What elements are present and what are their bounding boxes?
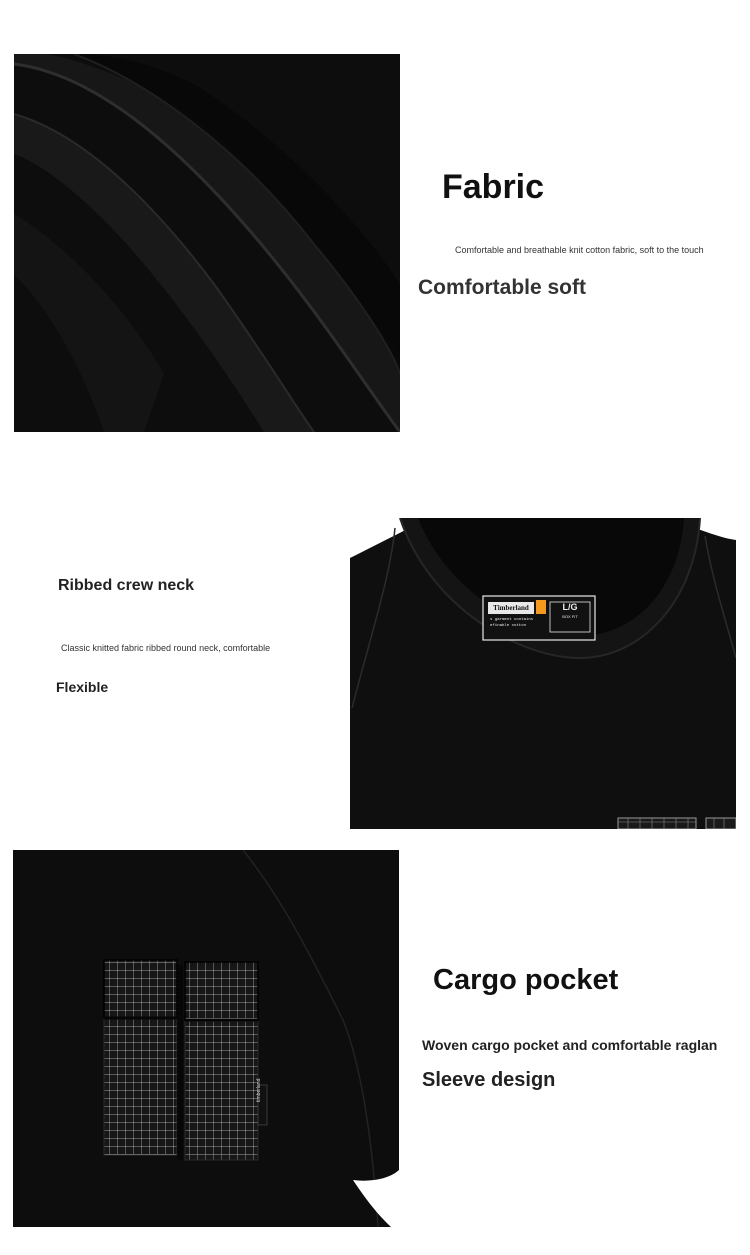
neck-subtitle: Flexible (56, 679, 109, 695)
pocket-title: Cargo pocket (433, 964, 619, 996)
fabric-description: Comfortable and breathable knit cotton fabric, soft to the touch (455, 245, 704, 255)
cargo-pocket-image (13, 850, 399, 1227)
fit-label-text: BOX FIT (562, 614, 578, 619)
neck-title: Ribbed crew neck (58, 577, 195, 594)
fabric-closeup-image (14, 54, 400, 432)
pocket-tag-text: timberland (256, 1078, 262, 1102)
size-label-text: L/G (562, 602, 578, 612)
label-line-1: s garment contains (490, 618, 534, 622)
crew-neck-image (350, 518, 736, 829)
fabric-subtitle: Comfortable soft (418, 276, 586, 299)
neck-description: Classic knitted fabric ribbed round neck, comfortable (61, 643, 271, 653)
pocket-subtitle: Sleeve design (422, 1069, 556, 1091)
label-line-2: efinable cotton (490, 624, 527, 628)
brand-label-text: Timberland (493, 604, 529, 612)
pocket-description: Woven cargo pocket and comfortable raglan (422, 1037, 718, 1053)
fabric-title: Fabric (442, 168, 545, 206)
